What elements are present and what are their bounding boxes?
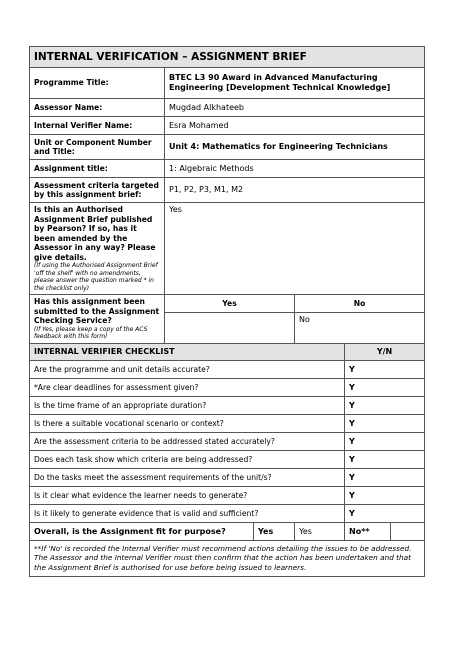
form-title: INTERNAL VERIFICATION – ASSIGNMENT BRIEF (30, 47, 425, 68)
acs-submitted-label: Has this assignment been submitted to the Assignment Checking Service? (34, 297, 160, 325)
overall-yes-label: Yes (254, 522, 295, 540)
checklist-row (30, 468, 425, 486)
checklist-answer: Y (345, 414, 425, 432)
checklist-question: Is there a suitable vocational scenario or context? (30, 414, 345, 432)
unit-label: Unit or Component Number and Title: (30, 135, 165, 160)
acs-yes-value (165, 313, 295, 343)
checklist-header: INTERNAL VERIFIER CHECKLIST (30, 343, 345, 360)
checklist-question: Is it likely to generate evidence that is valid and sufficient? (30, 504, 345, 522)
checklist-yn-header: Y/N (345, 343, 425, 360)
programme-title-label: Programme Title: (30, 68, 165, 99)
checklist-row (30, 432, 425, 450)
checklist-row (30, 504, 425, 522)
checklist-row (30, 360, 425, 378)
acs-no-header: No (295, 295, 425, 313)
assessment-criteria-value: P1, P2, P3, M1, M2 (165, 178, 425, 203)
overall-no-value (391, 522, 425, 540)
checklist-answer: Y (345, 378, 425, 396)
verification-form (29, 46, 425, 577)
checklist-row (30, 378, 425, 396)
assignment-title-label: Assignment title: (30, 160, 165, 178)
checklist-question: Are the assessment criteria to be addressed stated accurately? (30, 432, 345, 450)
checklist-row (30, 450, 425, 468)
checklist-answer: Y (345, 468, 425, 486)
checklist-answer: Y (345, 450, 425, 468)
checklist-answer: Y (345, 396, 425, 414)
footnote: **If 'No' is recorded the Internal Verifier must recommend actions detailing the issues to be addressed. The Assessor and the Internal Verifier must then confirm that the action has been undertaken and that the Assignment Brief is authorised for use before being issued to learners. (30, 540, 425, 577)
checklist-row (30, 396, 425, 414)
acs-submitted-cell (30, 295, 165, 344)
acs-submitted-note: (If Yes, please keep a copy of the ACS feedback with this form) (34, 325, 148, 340)
acs-no-value: No (295, 313, 425, 343)
overall-row (30, 522, 425, 540)
checklist-question: Is the time frame of an appropriate duration? (30, 396, 345, 414)
acs-yes-header: Yes (165, 295, 295, 313)
checklist-question: Do the tasks meet the assessment requirements of the unit/s? (30, 468, 345, 486)
authorised-brief-label: Is this an Authorised Assignment Brief published by Pearson? If so, has it been amended by the Assessor in any way? Please give details. (34, 205, 156, 262)
checklist-answer: Y (345, 504, 425, 522)
programme-title-value: BTEC L3 90 Award in Advanced Manufacturing Engineering [Development Technical Knowledge] (165, 68, 425, 99)
unit-value: Unit 4: Mathematics for Engineering Technicians (165, 135, 425, 160)
authorised-brief-note: (If using the Authorised Assignment Brief 'off the shelf' with no amendments, please answer the question marked * in the checklist only) (34, 262, 158, 292)
assessment-criteria-label: Assessment criteria targeted by this assignment brief: (30, 178, 165, 203)
assessor-name-label: Assessor Name: (30, 99, 165, 117)
internal-verifier-name-value: Esra Mohamed (165, 117, 425, 135)
checklist-answer: Y (345, 360, 425, 378)
checklist-question: *Are clear deadlines for assessment given? (30, 378, 345, 396)
checklist-question: Is it clear what evidence the learner needs to generate? (30, 486, 345, 504)
authorised-brief-value: Yes (165, 203, 425, 295)
overall-no-label: No** (345, 522, 391, 540)
overall-yes-value: Yes (295, 522, 345, 540)
checklist-answer: Y (345, 432, 425, 450)
checklist-answer: Y (345, 486, 425, 504)
checklist-row (30, 414, 425, 432)
checklist-question: Does each task show which criteria are being addressed? (30, 450, 345, 468)
checklist-question: Are the programme and unit details accurate? (30, 360, 345, 378)
authorised-brief-cell (30, 203, 165, 295)
assignment-title-value: 1: Algebraic Methods (165, 160, 425, 178)
internal-verifier-name-label: Internal Verifier Name: (30, 117, 165, 135)
checklist-row (30, 486, 425, 504)
overall-question: Overall, is the Assignment fit for purpose? (30, 522, 254, 540)
assessor-name-value: Mugdad Alkhateeb (165, 99, 425, 117)
